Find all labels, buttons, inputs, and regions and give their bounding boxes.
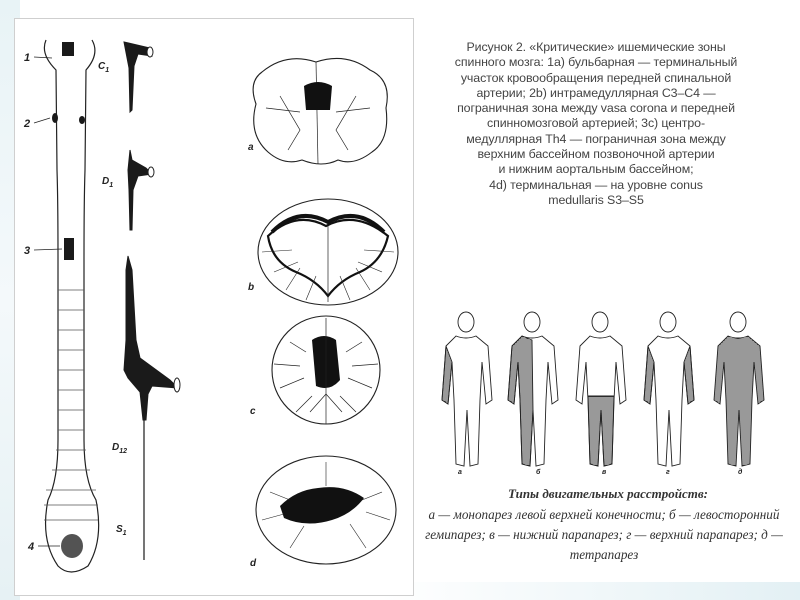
level-label-d1: $D_1$: [102, 176, 114, 189]
section-label-d: d: [250, 558, 257, 569]
figure-caption-box: [414, 40, 784, 240]
caption-line-10: 4d) терминальная — на уровне conus: [489, 177, 703, 192]
caption-line-11: medullaris S3–S5: [548, 192, 644, 207]
figure-caption: [414, 40, 778, 208]
cross-section-a: [253, 58, 387, 164]
caption-line-8: верхним бассейном позвоночной артерии: [477, 147, 715, 162]
cross-section-d: [256, 456, 396, 564]
cross-section-b: [258, 199, 398, 305]
spinal-cord-longitudinal: [44, 40, 99, 572]
zone-4-spot: [61, 534, 83, 558]
caption-line-5: пограничная зона между vasa corona и передней: [457, 101, 735, 116]
section-label-a: a: [248, 142, 254, 153]
body-label-d: д: [738, 469, 743, 476]
cord-label-3: 3: [24, 245, 31, 257]
body-label-b: б: [536, 469, 541, 476]
caption-line-3: участок кровообращения передней спинальной: [460, 70, 732, 85]
level-label-d12: $D_{12}$: [112, 442, 128, 455]
zone-1-bulbar-spot: [62, 42, 74, 56]
caption-line-2: спинного мозга: 1а) бульбарная — терминальный: [454, 55, 738, 70]
body-label-a: а: [458, 469, 462, 476]
body-figure-d: [714, 312, 764, 466]
caption-line-4: артерии; 2b) интрамедуллярная C3–C4 —: [476, 85, 716, 100]
caption-line-6: спинномозговой артерией; 3c) центро-: [487, 116, 705, 131]
caption-line-7: медуллярная Th4 — пограничная зона между: [466, 131, 726, 146]
body-label-v: в: [602, 469, 607, 476]
body-label-g: г: [666, 469, 670, 476]
level-label-s1: $S_1$: [116, 524, 127, 537]
cord-label-1: 1: [24, 52, 31, 64]
motor-disorders-description: а — монопарез левой верхней конечности; б — левосторонний гемипарез; в — нижний парапарез; г — верхний парапарез; д — тетрапарез: [425, 507, 783, 562]
cross-section-c: [272, 316, 380, 424]
caption-line-9: и нижним аортальным бассейном;: [498, 162, 694, 177]
section-label-b: b: [248, 282, 255, 293]
motor-disorders-title: Типы двигательных расстройств:: [507, 486, 709, 501]
lateral-vascular-profile: [124, 42, 180, 560]
cord-label-4: 4: [28, 541, 35, 553]
zone-2-spot-right: [79, 116, 85, 124]
zone-2-spot-left: [52, 113, 58, 123]
body-figure-b: [508, 312, 558, 466]
cord-label-2: 2: [24, 118, 31, 130]
body-figure-a: [442, 312, 492, 466]
zone-3-spot: [64, 238, 74, 260]
level-label-c1: $C_1$: [98, 61, 110, 74]
body-figure-g: [644, 312, 694, 466]
caption-line-1: Рисунок 2. «Критические» ишемические зоны: [466, 40, 726, 54]
body-figure-v: [576, 312, 626, 466]
section-label-c: c: [250, 406, 256, 417]
